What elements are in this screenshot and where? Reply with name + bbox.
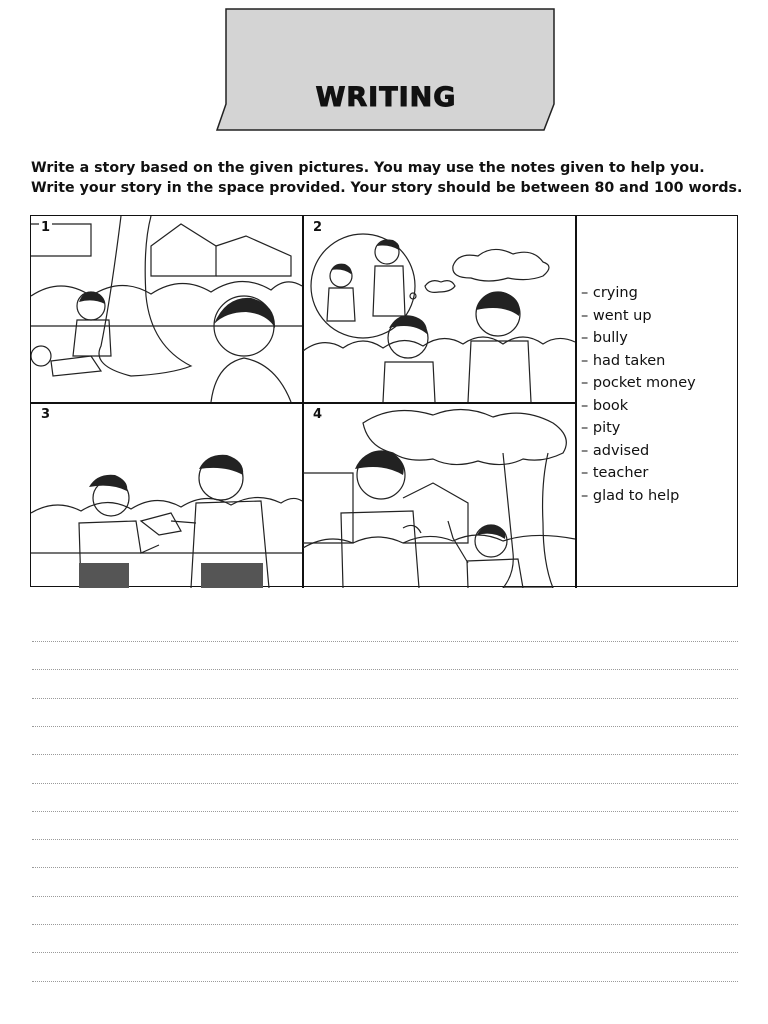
writing-line[interactable] xyxy=(32,811,738,812)
note-item: – pity xyxy=(581,420,621,436)
note-item: – had taken xyxy=(581,352,666,369)
writing-line[interactable] xyxy=(32,924,738,925)
writing-line[interactable] xyxy=(32,754,738,755)
writing-line[interactable] xyxy=(32,783,738,784)
picture-panel-1 xyxy=(31,216,302,402)
panel-number-2: 2 xyxy=(313,220,323,235)
picture-panel-4 xyxy=(303,403,575,588)
writing-line[interactable] xyxy=(32,641,738,642)
title-banner xyxy=(216,8,556,132)
panel-2-illustration xyxy=(303,216,575,402)
writing-line[interactable] xyxy=(32,896,738,897)
writing-line[interactable] xyxy=(32,981,738,982)
note-item: – went up xyxy=(581,307,652,324)
note-item: – book xyxy=(581,397,629,414)
picture-grid xyxy=(30,215,738,587)
note-item: – glad to help xyxy=(581,487,680,504)
writing-line[interactable] xyxy=(32,952,738,953)
writing-line[interactable] xyxy=(32,867,738,868)
picture-panel-2 xyxy=(303,216,575,402)
writing-line[interactable] xyxy=(32,698,738,699)
panel-number-3: 3 xyxy=(41,407,51,422)
writing-line[interactable] xyxy=(32,726,738,727)
panel-1-illustration xyxy=(31,216,302,402)
page-title: WRITING xyxy=(315,82,457,113)
writing-line[interactable] xyxy=(32,839,738,840)
note-item: – crying xyxy=(581,285,638,301)
notes-list xyxy=(581,282,696,507)
note-item: – advised xyxy=(581,442,650,459)
picture-panel-3 xyxy=(31,403,302,588)
writing-line[interactable] xyxy=(32,669,738,670)
note-item: – bully xyxy=(581,330,628,346)
note-item: – teacher xyxy=(581,465,649,481)
panel-4-illustration xyxy=(303,403,575,588)
panel-number-4: 4 xyxy=(313,407,323,422)
note-item: – pocket money xyxy=(581,375,696,391)
panel-number-1: 1 xyxy=(41,220,51,235)
panel-3-illustration xyxy=(31,403,302,588)
instructions-text: Write a story based on the given pictures. You may use the notes given to help you. Write your story in the space provided. Your story should be between 80 and 100 words. xyxy=(31,160,743,196)
